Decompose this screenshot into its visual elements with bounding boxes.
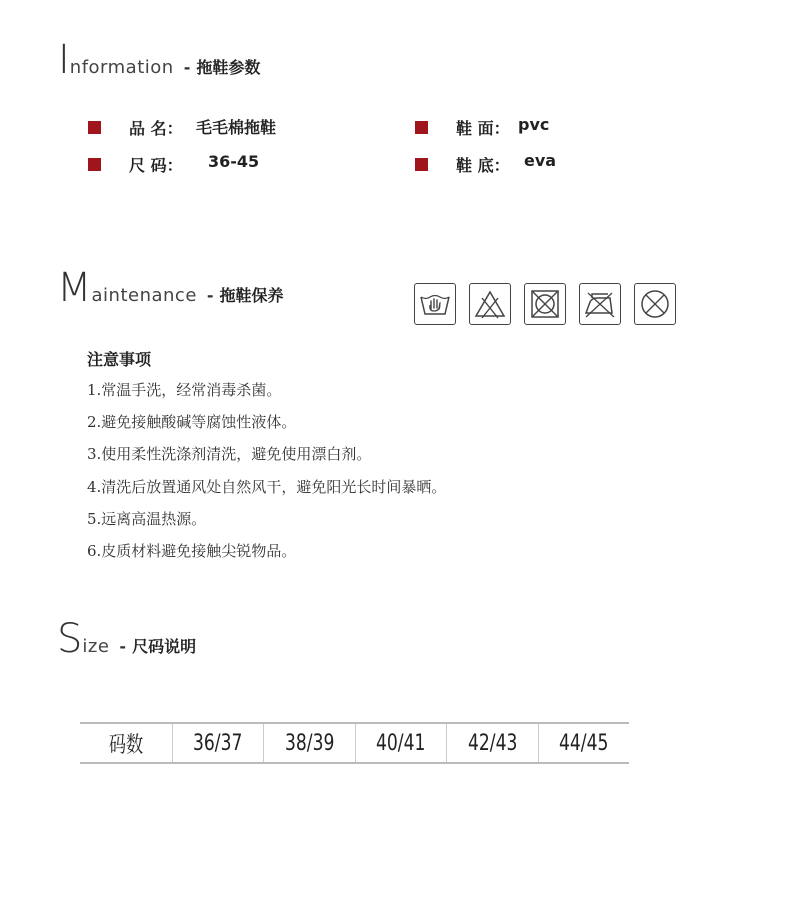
- info-label: 尺 码：: [129, 156, 183, 175]
- table-cell: [538, 724, 630, 762]
- do-not-bleach-icon: [469, 283, 511, 325]
- info-value: 36-45: [208, 152, 260, 171]
- table-cell-text: 40/41: [376, 730, 426, 756]
- heading-word: nformation: [69, 57, 174, 78]
- bullet-square-icon: [88, 158, 101, 171]
- list-item: 4.清洗后放置通风处自然风干，避免阳光长时间暴晒。: [87, 477, 447, 496]
- do-not-iron-icon: [579, 283, 621, 325]
- information-heading: [58, 37, 261, 83]
- table-cell: [80, 724, 172, 762]
- info-label: 品 名：: [129, 119, 183, 138]
- heading-zh: 尺码说明: [132, 637, 197, 656]
- do-not-tumble-dry-icon: [524, 283, 566, 325]
- table-cell: [355, 724, 447, 762]
- info-value: 毛毛棉拖鞋: [196, 118, 277, 137]
- list-item: 1.常温手洗，经常消毒杀菌。: [87, 381, 282, 399]
- bullet-square-icon: [415, 158, 428, 171]
- hand-wash-icon: [414, 283, 456, 325]
- heading-initial: M: [57, 265, 91, 311]
- info-row-name: [88, 116, 183, 139]
- info-label: 鞋 底：: [456, 156, 510, 175]
- heading-separator: -: [206, 286, 214, 305]
- size-table: [80, 722, 629, 764]
- notes-title: 注意事项: [87, 350, 152, 369]
- heading-word: aintenance: [91, 285, 197, 306]
- info-row-upper: [415, 116, 510, 139]
- info-row-size: [88, 153, 183, 176]
- heading-zh: 拖鞋参数: [196, 58, 261, 77]
- info-value: eva: [524, 151, 557, 170]
- size-heading: [57, 616, 197, 662]
- info-value: pvc: [518, 115, 550, 134]
- table-cell-text: 码数: [108, 732, 143, 758]
- list-item: 3.使用柔性洗涤剂清洗，避免使用漂白剂。: [87, 445, 372, 464]
- heading-separator: -: [183, 58, 191, 77]
- heading-word: ize: [82, 636, 110, 657]
- table-cell-text: 36/37: [193, 730, 243, 756]
- care-icons: [414, 283, 676, 325]
- table-cell-text: 38/39: [284, 730, 334, 756]
- bullet-square-icon: [415, 121, 428, 134]
- bullet-square-icon: [88, 121, 101, 134]
- info-label: 鞋 面：: [456, 119, 510, 138]
- info-row-sole: [415, 153, 510, 176]
- heading-zh: 拖鞋保养: [219, 286, 284, 305]
- maintenance-heading: [57, 265, 284, 311]
- table-cell: [263, 724, 355, 762]
- table-cell: [446, 724, 538, 762]
- heading-initial: I: [58, 37, 69, 83]
- table-cell: [172, 724, 264, 762]
- heading-initial: S: [57, 616, 82, 662]
- heading-separator: -: [119, 637, 127, 656]
- list-item: 2.避免接触酸碱等腐蚀性液体。: [87, 413, 297, 432]
- table-cell-text: 42/43: [467, 730, 517, 756]
- care-notes-list: [87, 377, 446, 570]
- table-cell-text: 44/45: [559, 730, 609, 756]
- list-item: 6.皮质材料避免接触尖锐物品。: [87, 541, 297, 560]
- do-not-dry-clean-icon: [634, 283, 676, 325]
- list-item: 5.远离高温热源。: [87, 509, 207, 528]
